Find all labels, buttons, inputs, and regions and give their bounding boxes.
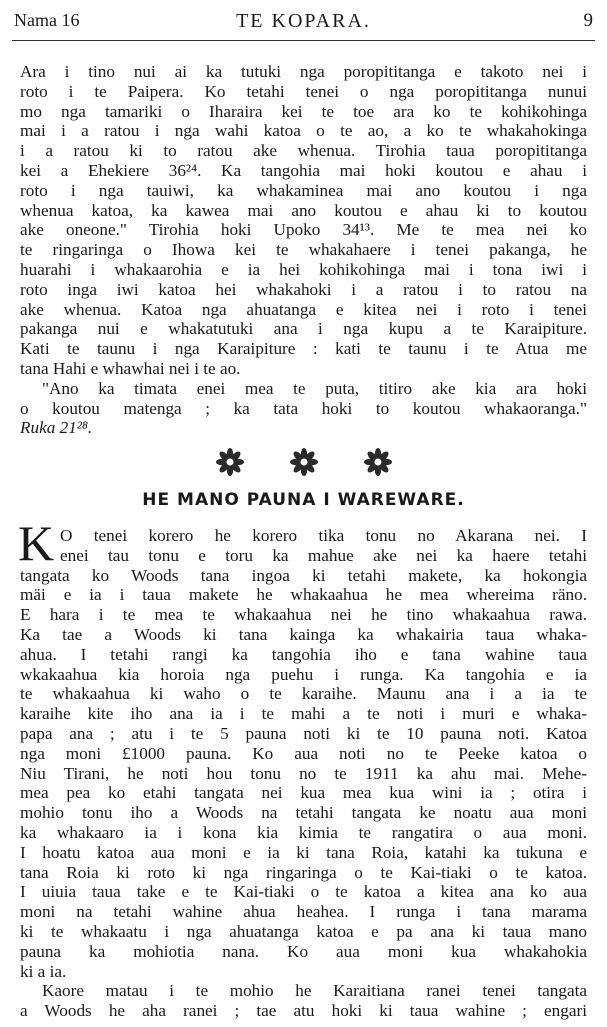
- text-line: huarahi i whakaarohia e ia hei kohikohinga mai i tona iwi i: [20, 259, 587, 279]
- text-line: tana Hahi e whawhai nei i te ao.: [20, 358, 241, 378]
- text-line: I uiuia taua take e te Kai-tiaki o te katoa a kitea ana ko aua: [20, 882, 587, 902]
- drop-cap: K: [18, 515, 55, 571]
- text-line: Ara i tino nui ai ka tutuki nga poropititanga e takoto nei i: [20, 62, 587, 81]
- section-one-text: [20, 62, 587, 438]
- ornament-row: [0, 446, 607, 480]
- flower-ornament-icon: [362, 446, 394, 478]
- text-line: Niu Tirani, he noti hou tonu no te 1911 ka ahu mai. Mehe-: [20, 763, 587, 783]
- text-line: te whakaahua ki waho o te karaihe. Maunu ana i a ia te: [20, 684, 587, 704]
- header-rule: [12, 40, 595, 41]
- text-line: Kati te taunu i nga Karaipiture : kati te taunu i te Atua me: [20, 339, 587, 359]
- text-line: ake whenua. Katoa nga ahuatanga e kitea nei i roto i tenei: [20, 299, 587, 319]
- text-line: "Ano ka timata enei mea te puta, titiro ake kia ara hoki: [42, 378, 587, 398]
- text-line: ki a ia.: [20, 961, 67, 981]
- text-line: Ka tae a Woods ki tana kainga ka whakairia taua whaka-: [20, 624, 587, 644]
- text-line: Ruka 21²⁸.: [20, 418, 93, 438]
- text-line: roto inga iwi katoa hei whakahoki i a ratou i to ratou na: [20, 279, 587, 299]
- running-header: [14, 10, 593, 34]
- text-line: kei a Ehekiere 36²⁴. Ka tangohia mai hoki koutou e ahau i: [20, 160, 587, 180]
- text-line: mo nga tamariki o Iharaira kei te toe ara ko te kohikohinga: [20, 101, 587, 121]
- text-line: roto i te Paipera. Ko tetahi tenei o nga poropititanga nunui: [20, 81, 587, 101]
- text-line: mai i a ratou i nga wahi katoa o te ao, a ko te whakahokinga: [20, 121, 587, 141]
- text-line: wkakaahua kia horoia nga puehu i runga. Ka tangohia e ia: [20, 664, 587, 684]
- text-line: o koutou matenga ; ka tata hoki to koutou whakaoranga.": [20, 398, 587, 418]
- text-line: ki te whakaatu i nga ahuatanga katoa e pa ana ki taua mano: [20, 921, 587, 941]
- text-line: nga moni £1000 pauna. Ko aua noti no te Peeke katoa o: [20, 743, 587, 763]
- text-line: papa ana ; atu i te 5 pauna noti ki te 10 pauna noti. Katoa: [20, 723, 587, 743]
- text-line: E hara i te mea te whakaahua nei he tino whakaahua rawa.: [20, 605, 587, 625]
- publication-title: TE KOPARA.: [236, 10, 371, 32]
- text-line: ka whakaaro ia i kona kia kimia te rangatira o aua moni.: [20, 822, 587, 842]
- text-line: mohio tonu iho a Woods na tetahi tangata ke noatu aua moni: [20, 803, 587, 823]
- text-line: a Woods he aha ranei ; tae atu hoki ki taua wahine ; engari: [20, 1001, 587, 1021]
- text-line: karaihe kite iho ana ia i te mahi a te noti i muri e whaka-: [20, 704, 587, 724]
- text-line: i a ratou ki to ratou ake whenua. Tirohia taua poropititanga: [20, 141, 587, 161]
- text-line: pakanga nui e whakatutuki ana i nga kupu a te Karaipiture.: [20, 319, 587, 339]
- text-line: moni na tetahi wahine ahua heahea. I runga i tana marama: [20, 902, 587, 922]
- text-line: Kaore matau i te mohio he Karaitiana ranei tenei tangata: [42, 981, 587, 1001]
- issue-number: Nama 16: [14, 10, 80, 30]
- article-text: [20, 526, 587, 1021]
- text-line: pauna ka mohiotia nana. Ko aua moni kua whakahokia: [20, 941, 587, 961]
- text-line: te ringaringa o Ihowa kei te whakahaere i tenei pakanga, he: [20, 240, 587, 260]
- text-line: tana Roia ki roto ki nga ringaringa o te Kai-tiaki o te katoa.: [20, 862, 587, 882]
- text-line: mäi e ia i taua makete he whakaahua he mea whereima räno.: [20, 585, 587, 605]
- article-title: HE MANO PAUNA I WAREWARE.: [142, 490, 465, 510]
- text-line: ahua. I tetahi rangi ka tangohia iho e tana wahine taua: [20, 644, 587, 664]
- text-line: mea pea ko etahi tangata nei kua mea kua wini ia ; otira i: [20, 783, 587, 803]
- flower-ornament-icon: [288, 446, 320, 478]
- text-line: ake oneone." Tirohia hoki Upoko 34¹³. Me te mea nei ko: [20, 220, 587, 240]
- flower-ornament-icon: [214, 446, 246, 478]
- text-line: enei tau tonu e toru ka mahue ake nei ka haere tetahi: [60, 545, 587, 565]
- text-line: I hoatu katoa aua moni e ia ki tana Roia, katahi ka tukuna e: [20, 842, 587, 862]
- text-line: roto i nga tauiwi, ka whakaminea mai ano koutou i nga: [20, 180, 587, 200]
- page-number: 9: [583, 10, 593, 31]
- text-line: tangata ko Woods tana ingoa ki tetahi makete, ka hokongia: [20, 565, 587, 585]
- text-line: whenua katoa, ka kawea mai ano koutou e ahau ki to koutou: [20, 200, 587, 220]
- text-line: O tenei korero he korero tika tonu no Akarana nei. I: [60, 526, 587, 545]
